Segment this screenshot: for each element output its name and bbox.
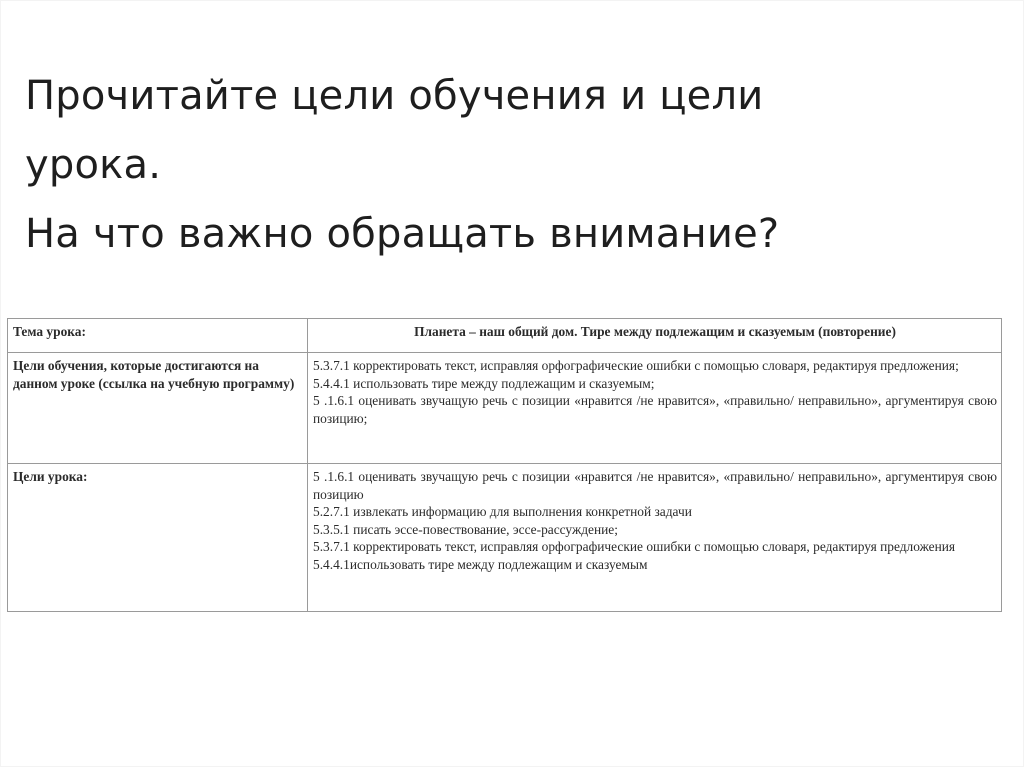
goal-item: 5.2.7.1 извлекать информацию для выполнения конкретной задачи	[313, 504, 692, 519]
learning-objectives-label: Цели обучения, которые достигаются на данном уроке (ссылка на учебную программу)	[8, 353, 308, 464]
learning-objectives-list	[308, 353, 1002, 464]
objective-item: 5 .1.6.1 оценивать звучащую речь с позиции «нравится /не нравится», «правильно/ неправильно», аргументируя свою позицию;	[313, 393, 997, 426]
title-line: урока.	[25, 142, 162, 188]
lesson-goals-list	[308, 464, 1002, 612]
table-row-topic	[8, 319, 1002, 353]
goal-item: 5.3.7.1 корректировать текст, исправляя орфографические ошибки с помощью словаря, редактируя предложения	[313, 539, 956, 554]
objective-item: 5.4.4.1 использовать тире между подлежащим и сказуемым;	[313, 375, 655, 391]
topic-value: Планета – наш общий дом. Тире между подлежащим и сказуемым (повторение)	[308, 319, 1002, 353]
lesson-plan-table	[7, 318, 1002, 612]
slide-title	[25, 62, 1005, 269]
title-line: Прочитайте цели обучения и цели	[25, 73, 764, 119]
goal-item: 5.3.5.1 писать эссе-повествование, эссе-рассуждение;	[313, 521, 618, 537]
title-line: На что важно обращать внимание?	[25, 211, 780, 257]
table-row-lesson-goals	[8, 464, 1002, 612]
lesson-goals-label: Цели урока:	[8, 464, 308, 612]
table-row-learning-objectives	[8, 353, 1002, 464]
goal-item: 5 .1.6.1 оценивать звучащую речь с позиции «нравится /не нравится», «правильно/ неправильно», аргументируя свою позицию	[313, 469, 997, 502]
objective-item: 5.3.7.1 корректировать текст, исправляя орфографические ошибки с помощью словаря, редактируя предложения;	[313, 358, 959, 373]
goal-item: 5.4.4.1использовать тире между подлежащим и сказуемым	[313, 556, 648, 572]
topic-label: Тема урока:	[8, 319, 308, 353]
